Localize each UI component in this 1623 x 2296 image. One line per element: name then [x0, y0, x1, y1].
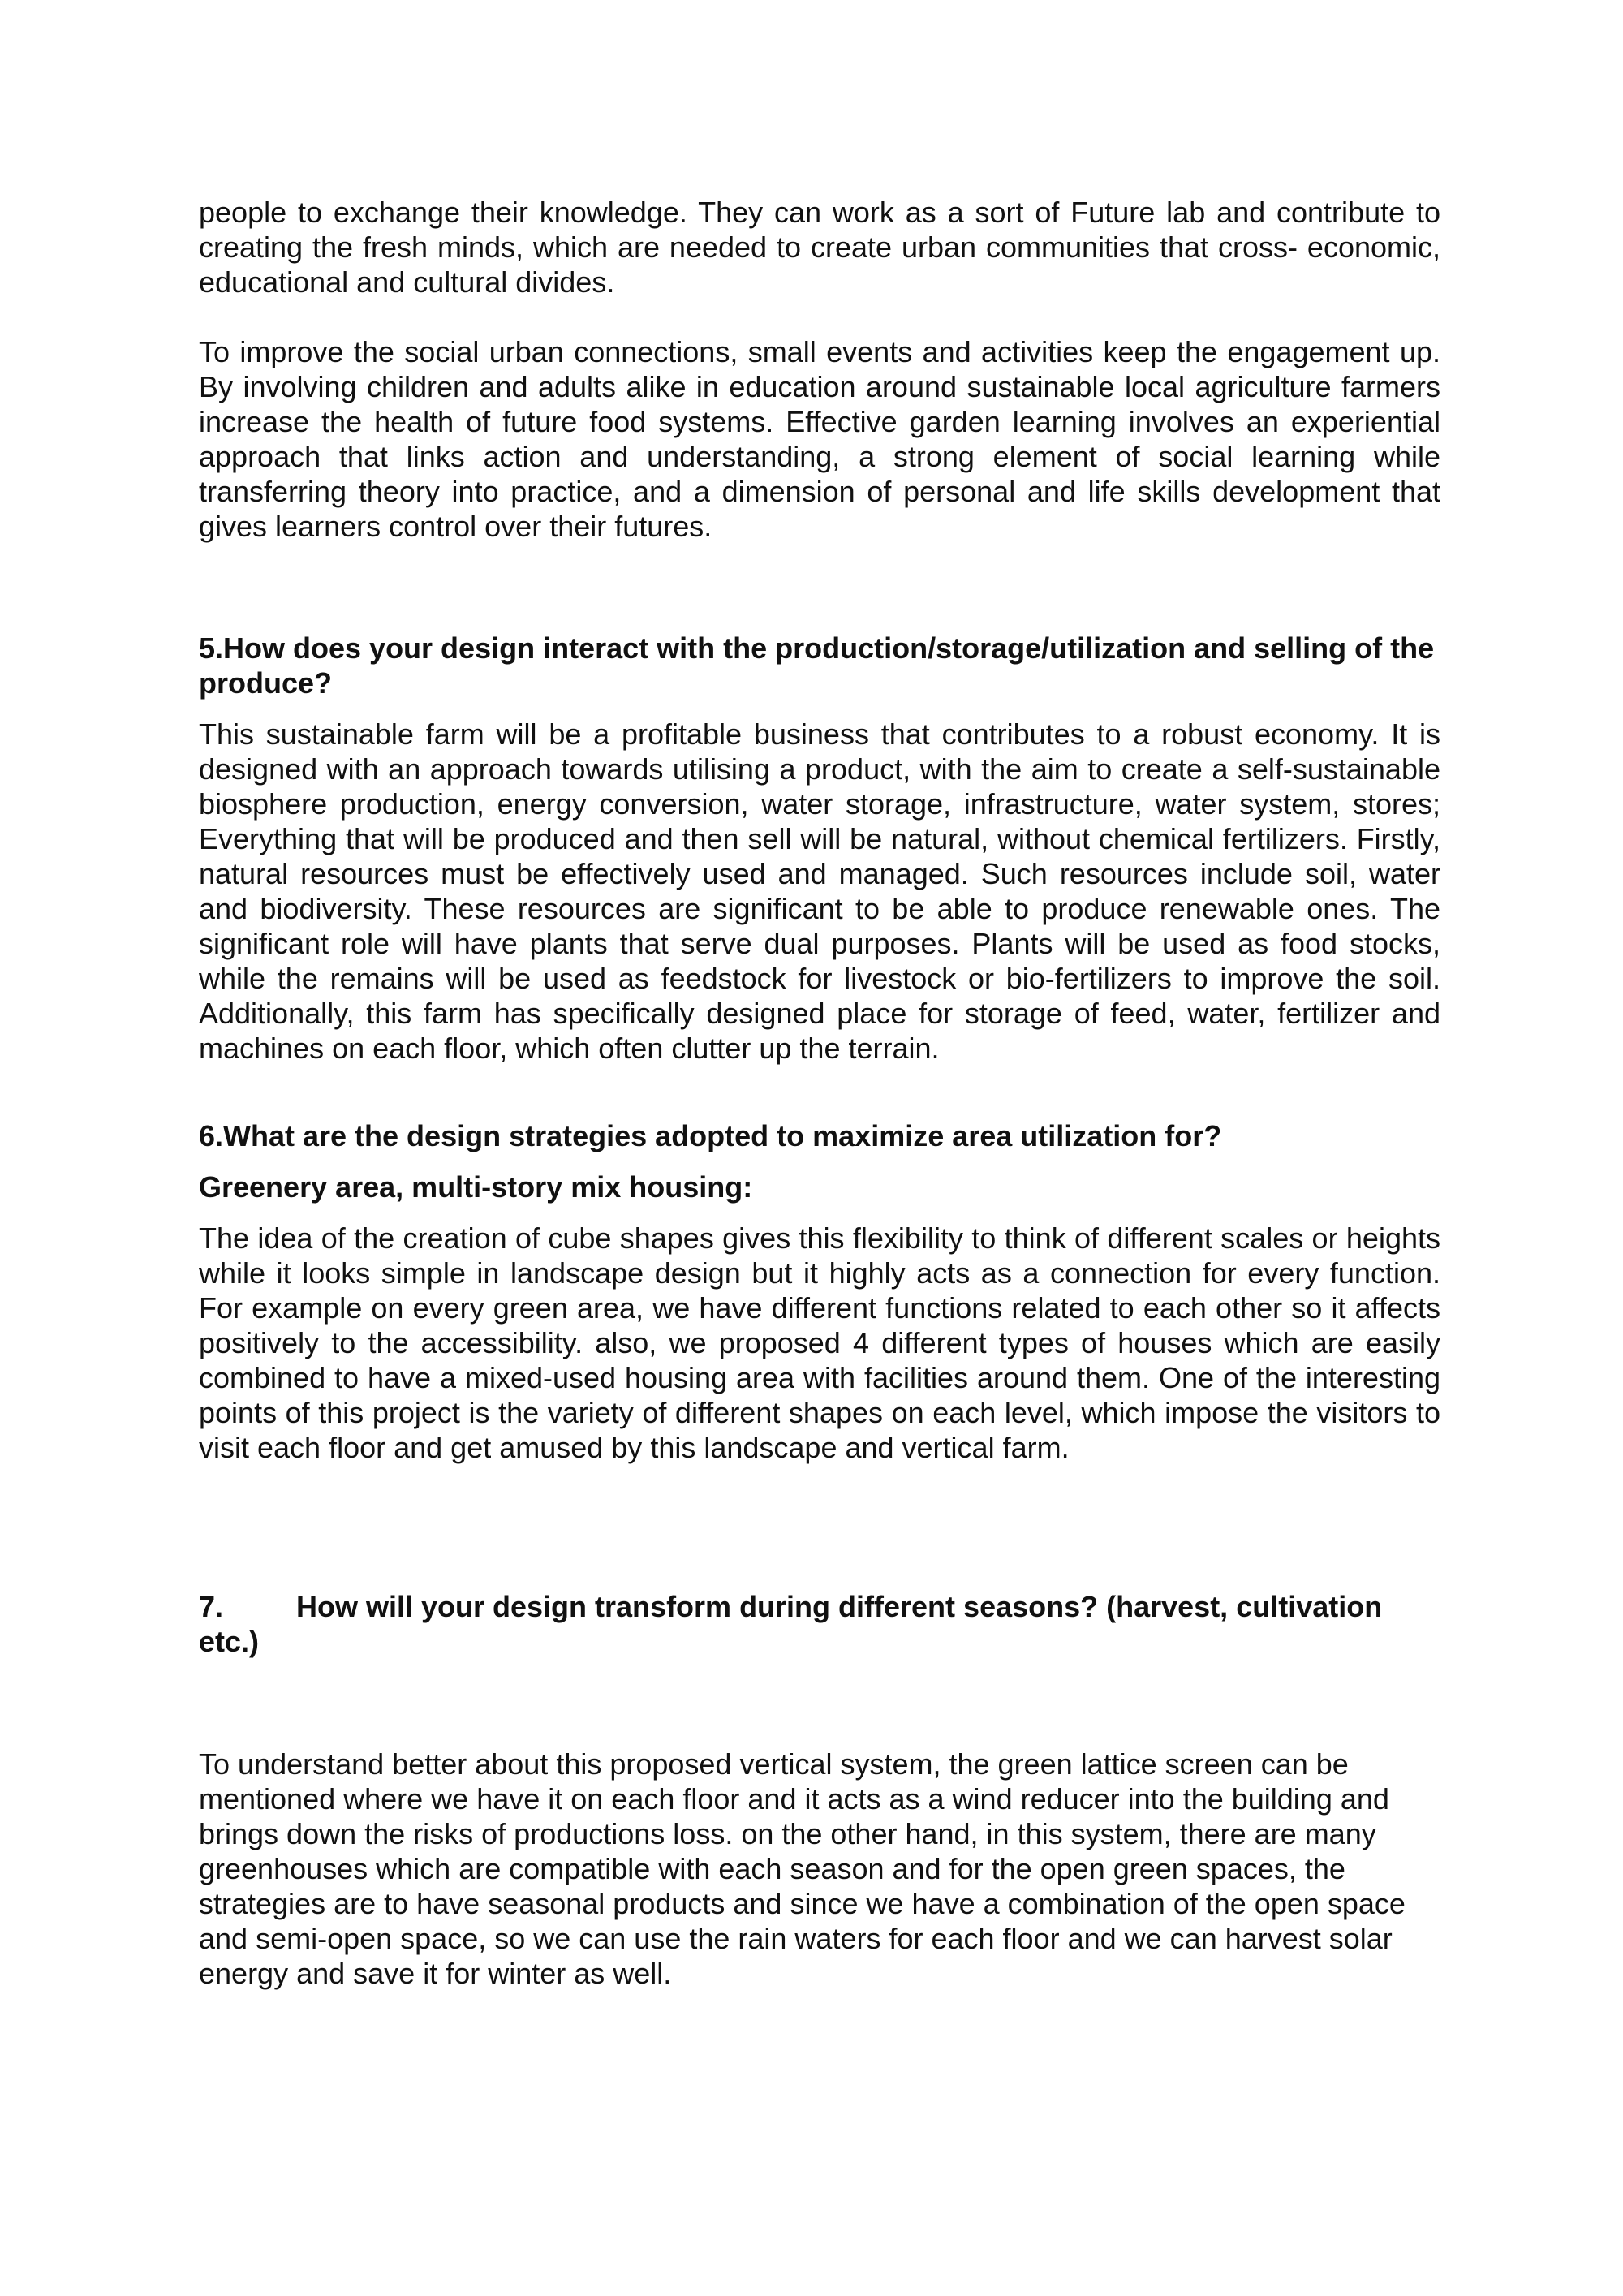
paragraph-social-connections: To improve the social urban connections, small events and activities keep the engagement up. By involving children and adults alike in education around sustainable local agriculture farmers increase the health of future food systems. Effective garden learning involves an experiential approach that links action and understanding, a strong element of social learning while transferring theory into practice, and a dimension of personal and life skills development that gives learners control over their futures.: [199, 335, 1440, 543]
paragraph-knowledge-exchange: people to exchange their knowledge. They can work as a sort of Future lab and contribute to creating the fresh minds, which are needed to create urban communities that cross- economic, educational and cultural divides.: [199, 196, 1440, 299]
heading-question-7: [199, 1589, 1440, 1659]
paragraph-sustainable-farm: This sustainable farm will be a profitable business that contributes to a robust economy. It is designed with an approach towards utilising a product, with the aim to create a self-sustainable biosphere production, energy conversion, water storage, infrastructure, water system, stores; Everything that will be produced and then sell will be natural, without chemical fertilizers. Firstly, natural resources must be effectively used and managed. Such resources include soil, water and biodiversity. These resources are significant to be able to produce renewable ones. The significant role will have plants that serve dual purposes. Plants will be used as food stocks, while the remains will be used as feedstock for livestock or bio-fertilizers to improve the soil. Additionally, this farm has specifically designed place for storage of feed, water, fertilizer and machines on each floor, which often clutter up the terrain.: [199, 717, 1440, 1065]
heading-greenery-area: Greenery area, multi-story mix housing:: [199, 1170, 753, 1204]
question-7-text: How will your design transform during different seasons? (harvest, cultivation etc.): [199, 1590, 1383, 1658]
document-page: [199, 195, 1440, 1991]
paragraph-vertical-system: To understand better about this proposed vertical system, the green lattice screen can be mentioned where we have it on each floor and it acts as a wind reducer into the building and brings down the risks of productions loss. on the other hand, in this system, there are many greenhouses which are compatible with each season and for the open green spaces, the strategies are to have seasonal products and since we have a combination of the open space and semi-open space, so we can use the rain waters for each floor and we can harvest solar energy and save it for winter as well.: [199, 1747, 1406, 1990]
heading-question-6: 6.What are the design strategies adopted to maximize area utilization for?: [199, 1119, 1222, 1152]
heading-question-5: 5.How does your design interact with the production/storage/utilization and selling of the produce?: [199, 631, 1435, 700]
question-7-number: 7.: [199, 1590, 224, 1623]
paragraph-cube-shapes: The idea of the creation of cube shapes gives this flexibility to think of different scales or heights while it looks simple in landscape design but it highly acts as a connection for every function. For example on every green area, we have different functions related to each other so it affects positively to the accessibility. also, we proposed 4 different types of houses which are easily combined to have a mixed-used housing area with facilities around them. One of the interesting points of this project is the variety of different shapes on each level, which impose the visitors to visit each floor and get amused by this landscape and vertical farm.: [199, 1221, 1440, 1464]
